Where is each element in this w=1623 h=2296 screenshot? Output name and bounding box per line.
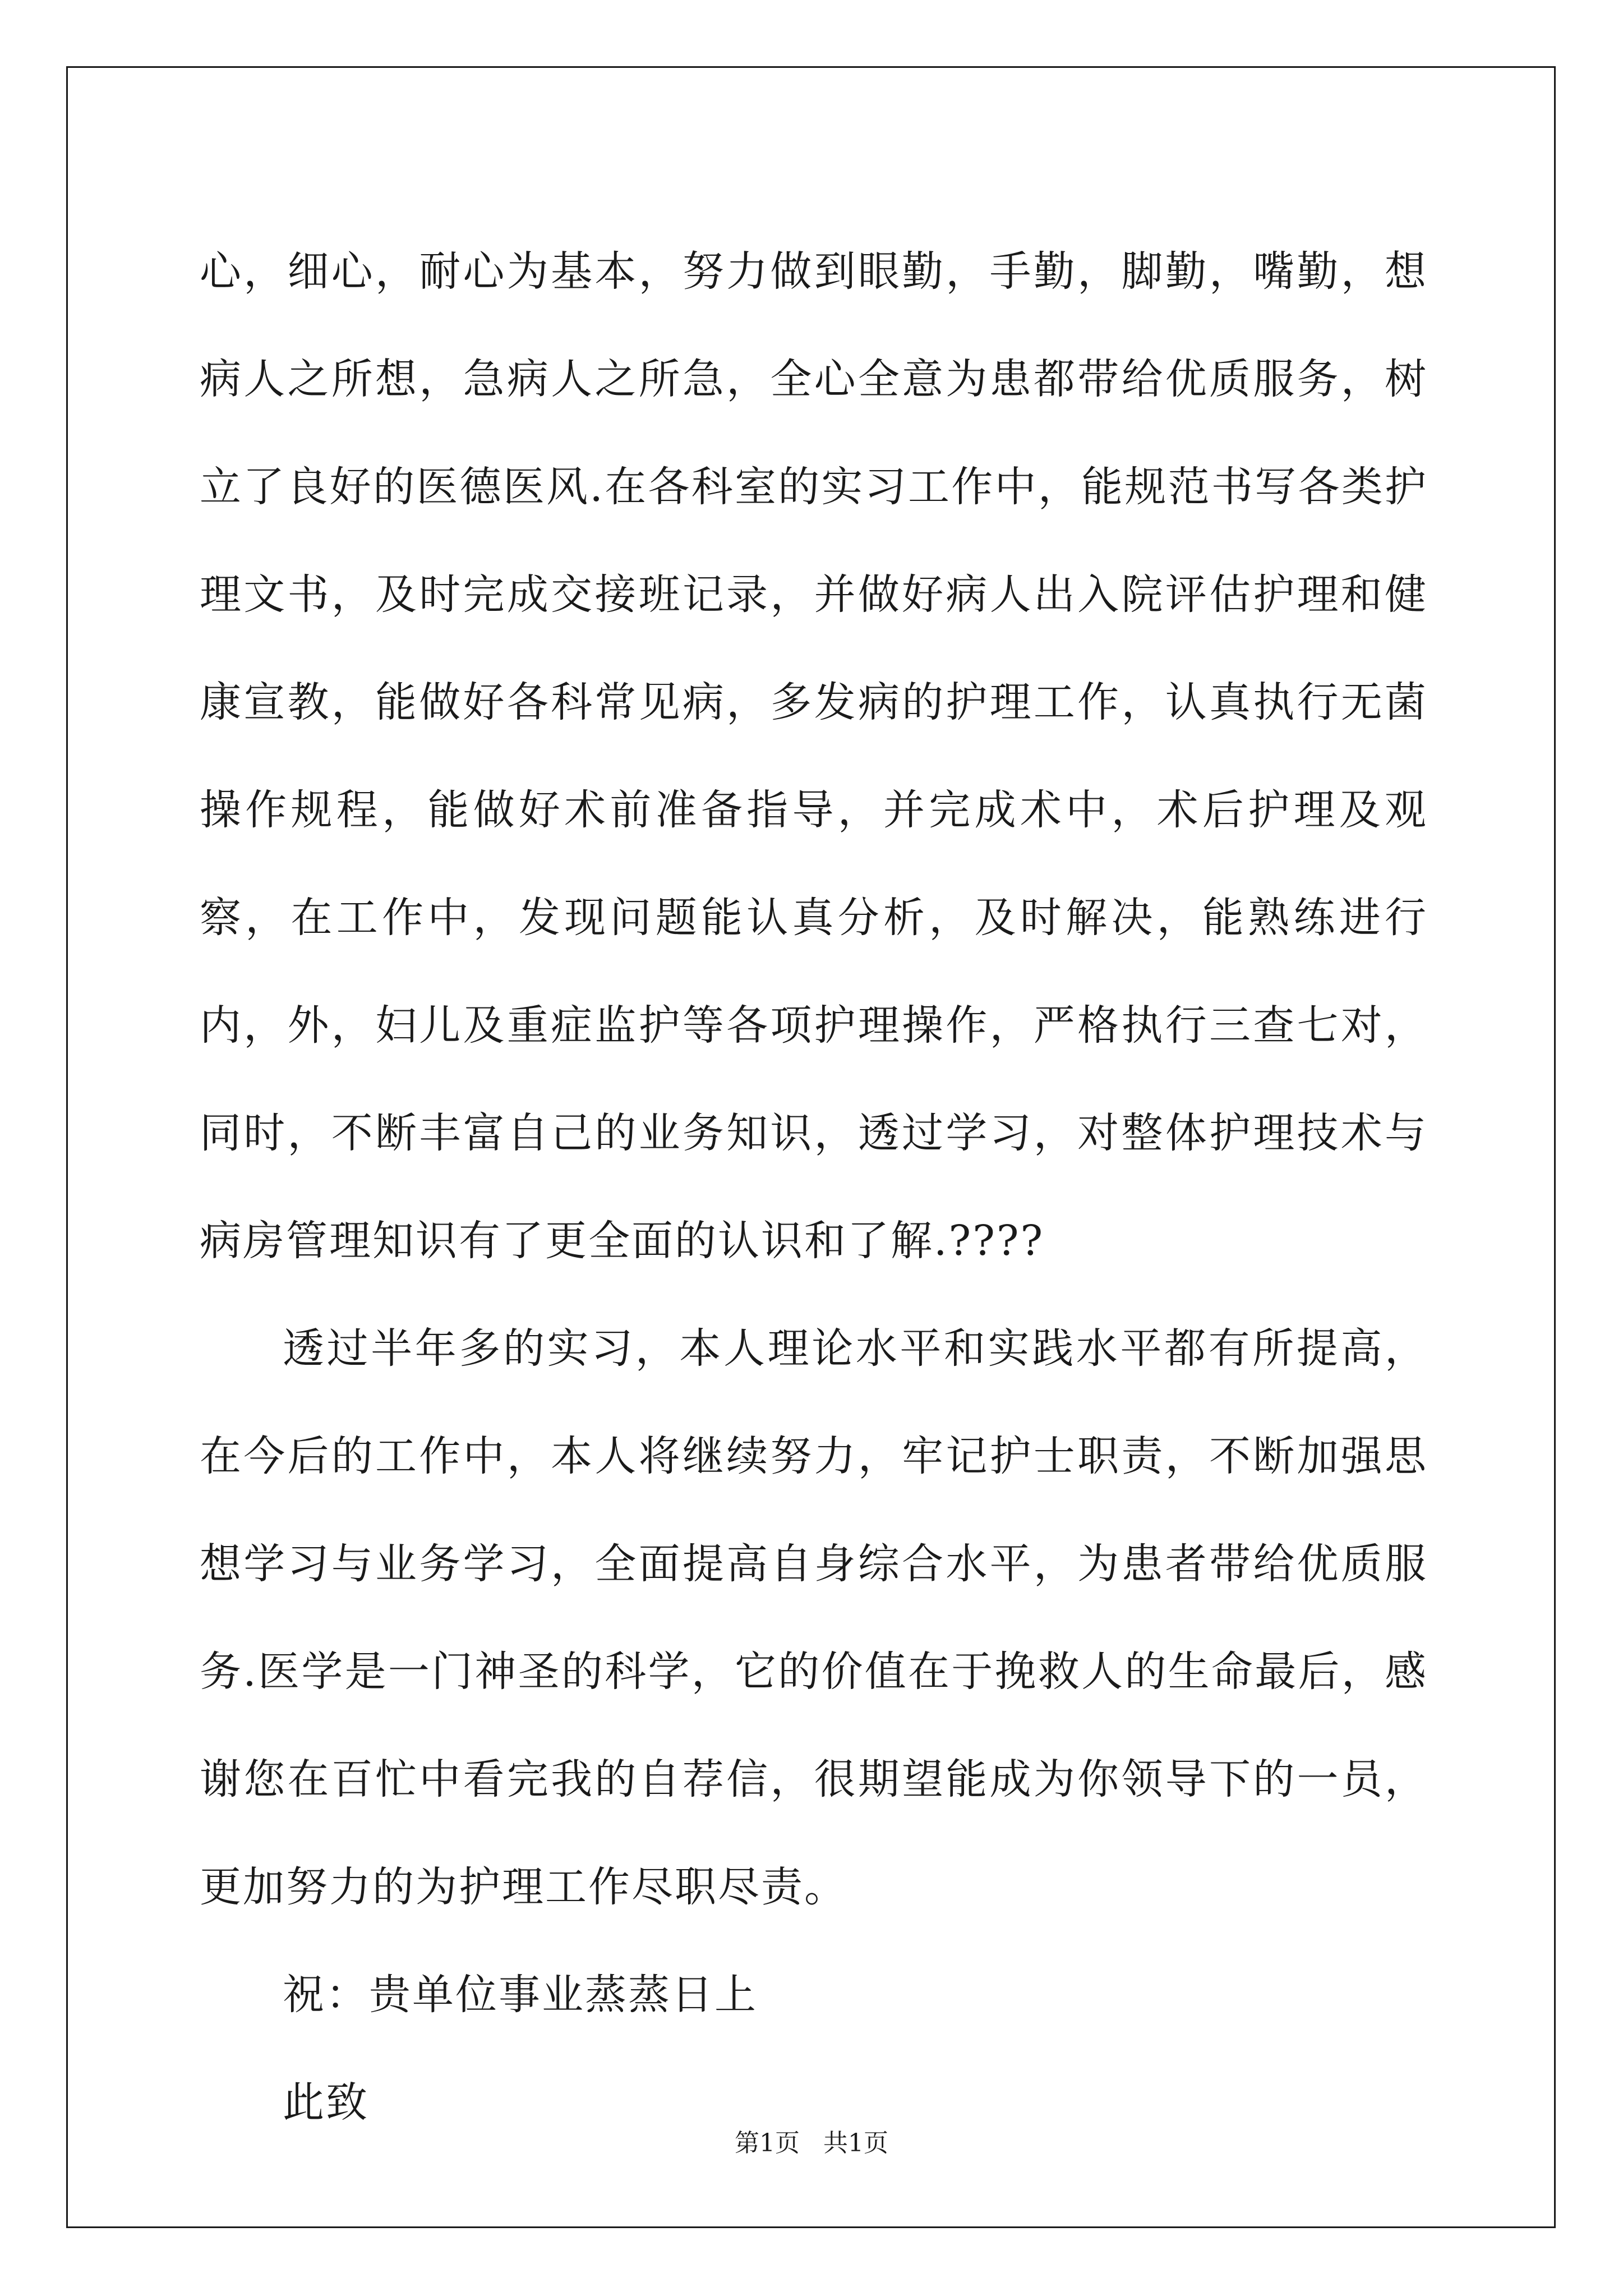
page-number: 第1页 <box>735 2129 800 2157</box>
page-footer <box>0 2123 1623 2159</box>
paragraph-1: 心，细心，耐心为基本，努力做到眼勤，手勤，脚勤，嘴勤，想病人之所想，急病人之所急，全心全意为患都带给优质服务，树立了良好的医德医风.在各科室的实习工作中，能规范书写各类护理文书，及时完成交接班记录，并做好病人出入院评估护理和健康宣教，能做好各科常见病，多发病的护理工作，认真执行无菌操作规程，能做好术前准备指导，并完成术中，术后护理及观察，在工作中，发现问题能认真分析，及时解决，能熟练进行内，外，妇儿及重症监护等各项护理操作，严格执行三查七对，同时，不断丰富自己的业务知识，透过学习，对整体护理技术与病房管理知识有了更全面的认识和了解.???? <box>200 247 1428 1265</box>
letter-body <box>200 218 1428 2156</box>
paragraph-2: 透过半年多的实习，本人理论水平和实践水平都有所提高，在今后的工作中，本人将继续努力，牢记护士职责，不断加强思想学习与业务学习，全面提高自身综合水平，为患者带给优质服务.医学是一门神圣的科学，它的价值在于挽救人的生命最后，感谢您在百忙中看完我的自荐信，很期望能成为你领导下的一员，更加努力的为护理工作尽职尽责。 <box>200 1324 1428 1911</box>
page-total: 共1页 <box>823 2129 888 2157</box>
paragraph-4: 此致 <box>283 2078 369 2127</box>
paragraph-3: 祝：贵单位事业蒸蒸日上 <box>283 1971 758 2019</box>
